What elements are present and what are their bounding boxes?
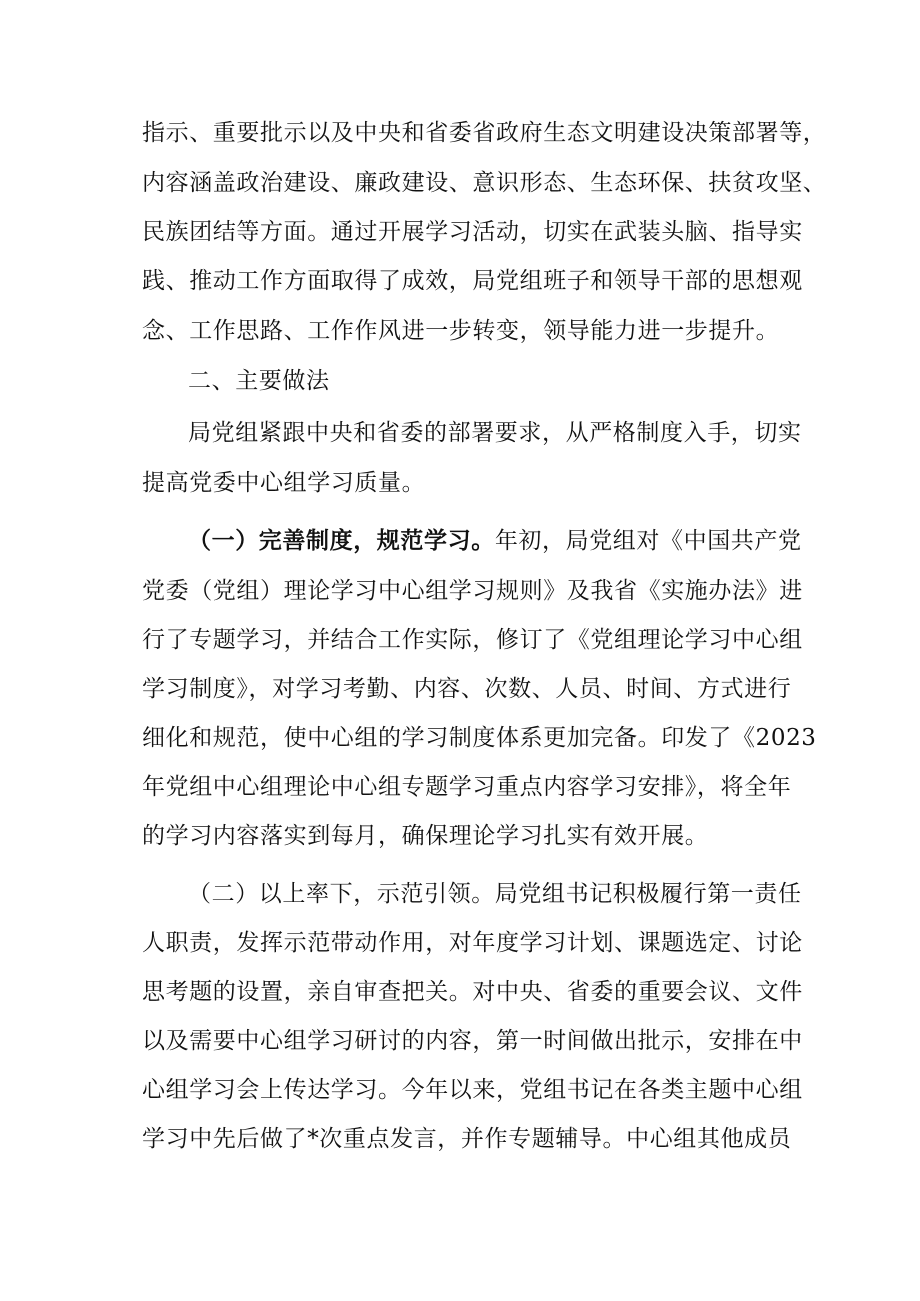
- section-heading: 二、主要做法: [188, 368, 330, 394]
- paragraph-3-line-5: 细化和规范，使中心组的学习制度体系更加完备。印发了《2023: [142, 725, 817, 751]
- paragraph-3-line-2: 党委（党组）理论学习中心组学习规则》及我省《实施办法》进: [142, 578, 803, 604]
- paragraph-3-line-6: 年党组中心组理论中心组专题学习重点内容学习安排》，将全年: [142, 774, 792, 800]
- paragraph-4-line-6: 学习中先后做了*次重点发言，并作专题辅导。中心组其他成员: [142, 1126, 792, 1152]
- paragraph-1-line-3: 民族团结等方面。通过开展学习活动，切实在武装头脑、指导实: [142, 219, 803, 245]
- paragraph-1-line-5: 念、工作思路、工作作风进一步转变，领导能力进一步提升。: [142, 318, 780, 344]
- paragraph-3-line-3: 行了专题学习，并结合工作实际，修订了《党组理论学习中心组: [142, 627, 803, 653]
- paragraph-1-line-2: 内容涵盖政治建设、廉政建设、意识形态、生态环保、扶贫攻坚、: [142, 170, 827, 196]
- paragraph-4-line-2: 人职责，发挥示范带动作用，对年度学习计划、课题选定、讨论: [142, 930, 803, 956]
- subheading-1: （一）完善制度，规范学习。: [188, 527, 495, 554]
- paragraph-4-line-1: （二）以上率下，示范引领。局党组书记积极履行第一责任: [188, 881, 802, 907]
- paragraph-4-line-3: 思考题的设置，亲自审查把关。对中央、省委的重要会议、文件: [142, 979, 803, 1005]
- paragraph-2-line-1: 局党组紧跟中央和省委的部署要求，从严格制度入手，切实: [188, 420, 802, 446]
- paragraph-4-line-5: 心组学习会上传达学习。今年以来，党组书记在各类主题中心组: [142, 1077, 803, 1103]
- paragraph-3-line-7: 的学习内容落实到每月，确保理论学习扎实有效开展。: [142, 823, 709, 849]
- paragraph-4-line-4: 以及需要中心组学习研讨的内容，第一时间做出批示，安排在中: [142, 1028, 803, 1054]
- paragraph-3-line-4: 学习制度》，对学习考勤、内容、次数、人员、时间、方式进行: [142, 676, 792, 702]
- paragraph-2-line-2: 提高党委中心组学习质量。: [142, 470, 426, 496]
- paragraph-3-line-1: [188, 526, 802, 556]
- paragraph-1-line-1: 指示、重要批示以及中央和省委省政府生态文明建设决策部署等，: [142, 120, 827, 146]
- paragraph-3-lead-text: 年初，局党组对《中国共产党: [494, 528, 802, 554]
- paragraph-1-line-4: 践、推动工作方面取得了成效，局党组班子和领导干部的思想观: [142, 268, 803, 294]
